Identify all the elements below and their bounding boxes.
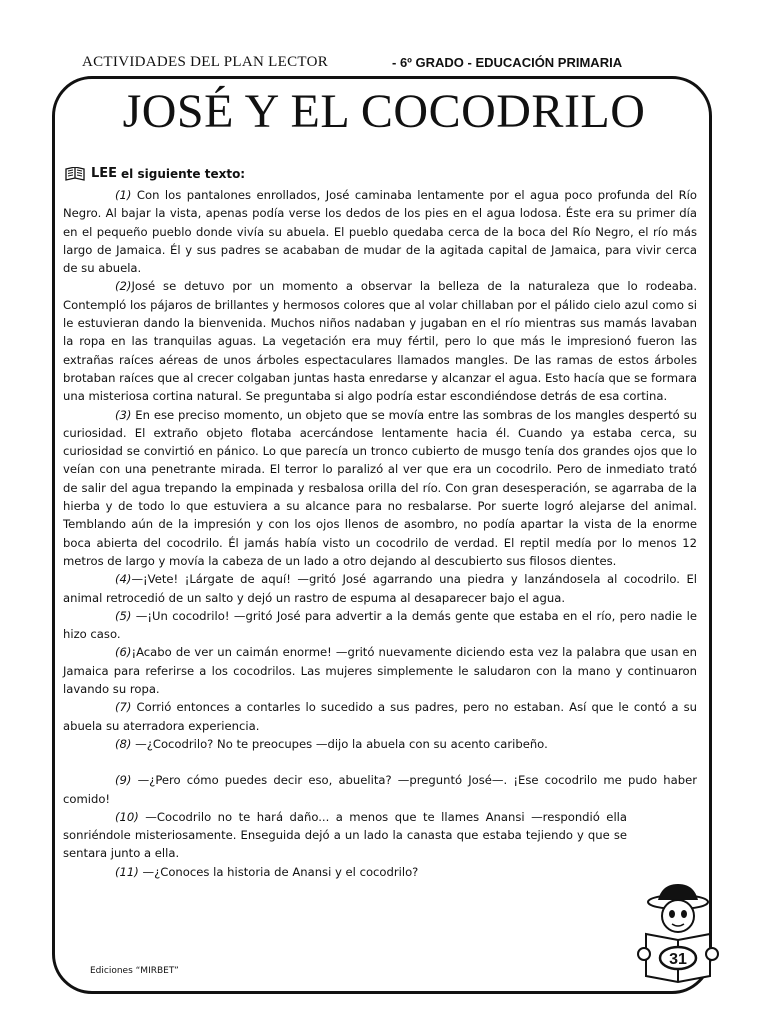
- instruction-keyword: LEE: [91, 166, 118, 181]
- header-grade: - 6º GRADO - EDUCACIÓN PRIMARIA: [392, 55, 623, 70]
- header-series: ACTIVIDADES DEL PLAN LECTOR: [82, 54, 329, 70]
- paragraph-7: (7) Corrió entonces a contarles lo sucedido a sus padres, pero no estaban. Así que le contó a su abuela su aterradora experiencia.: [63, 700, 697, 733]
- story-text: [63, 186, 697, 881]
- instruction-text: el siguiente texto:: [121, 166, 246, 181]
- paragraph-6: (6)¡Acabo de ver un caimán enorme! —gritó nuevamente diciendo esta vez la palabra que usan en Jamaica para referirse a los cocodrilos. Las mujeres simplemente le saludaron con la mano y continuaron lavando su ropa.: [63, 645, 697, 697]
- open-book-icon: [65, 167, 85, 181]
- page-number: 31: [669, 951, 687, 968]
- paragraph-2: (2)José se detuvo por un momento a observar la belleza de la naturaleza que lo rodeaba. Contempló los pájaros de brillantes y hermosos colores que al volar chillaban por el pálido cielo azul como si le estuvieran dando la bienvenida. Muchos niños nadaban y jugaban en el río mientras sus mamás lavaban la ropa en las tranquilas aguas. La vegetación era muy fértil, pero lo que más le impresionó fueron las extrañas raíces aéreas de unos árboles espectaculares llamados mangles. De las ramas de estos árboles brotaban raíces que al crecer colgaban juntas hasta enredarse y alcanzar el agua. Esto hacía que se formara una misteriosa cortina natural. Se preguntaba si algo podría estar escondiéndose detrás de esa cortina.: [63, 279, 697, 404]
- publisher-footer: Ediciones “MIRBET”: [90, 966, 179, 976]
- paragraph-8: (8) —¿Cocodrilo? No te preocupes —dijo la abuela con su acento caribeño.: [115, 736, 548, 751]
- paragraph-4: (4)—¡Vete! ¡Lárgate de aquí! —gritó José agarrando una piedra y lanzándosela al cocodrilo. El animal retrocedió de un salto y dejó un rastro de espuma al desaparecer bajo el agua.: [63, 572, 697, 605]
- paragraph-11: (11) —¿Conoces la historia de Anansi y el cocodrilo?: [115, 864, 419, 879]
- paragraph-3: (3) En ese preciso momento, un objeto que se movía entre las sombras de los mangles despertó su curiosidad. El extraño objeto flotaba acercándose lentamente hacia él. Cuando ya estaba cerca, su curiosidad se convirtió en pánico. Lo que parecía un tronco cubierto de musgo tenía dos grandes ojos que lo veían con una penetrante mirada. El terror lo paralizó al ver que era un cocodrilo. Pero de inmediato trató de salir del agua trepando la empinada y resbalosa orilla del río. Con gran desesperación, se agarraba de la hierba y de todo lo que estuviera a su alcance para no resbalarse. Por suerte logró alejarse del animal. Temblando aún de la impresión y con los ojos llenos de asombro, no podía apartar la vista de la enorme boca abierta del cocodrilo. Él jamás había visto un cocodrilo de verdad. El reptil medía por lo menos 12 metros de largo y movía la cabeza de un lado a otro dejando al descubierto sus filosos dientes.: [63, 407, 697, 568]
- paragraph-10: (10) —Cocodrilo no te hará daño... a menos que te llames Anansi —respondió ella sonriéndole misteriosamente. Enseguida dejó a un lado la canasta que estaba tejiendo y que se sentara junto a ella.: [63, 809, 627, 861]
- page-header: [82, 52, 702, 74]
- reading-child-mascot: [632, 880, 724, 990]
- paragraph-5: (5) —¡Un cocodrilo! —gritó José para advertir a la demás gente que estaba en el río, pero nadie le hizo caso.: [63, 608, 697, 642]
- paragraph-9: (9) —¿Pero cómo puedes decir eso, abuelita? —preguntó José—. ¡Ese cocodrilo me pudo haber comido!: [63, 773, 697, 806]
- paragraph-1: (1) Con los pantalones enrollados, José caminaba lentamente por el agua poco profunda del Río Negro. Al bajar la vista, apenas podía verse los dedos de los pies en el agua lodosa. Éste era su primer día en el pequeño pueblo donde vivía su abuela. El pueblo quedaba cerca de la boca del Río Negro, el río más largo de Jamaica. Él y sus padres se acababan de mudar de la agitada capital de Jamaica, para vivir cerca de su abuela.: [63, 188, 697, 276]
- reading-instruction: [65, 166, 245, 181]
- page-title: JOSÉ Y EL COCODRILO: [122, 85, 646, 138]
